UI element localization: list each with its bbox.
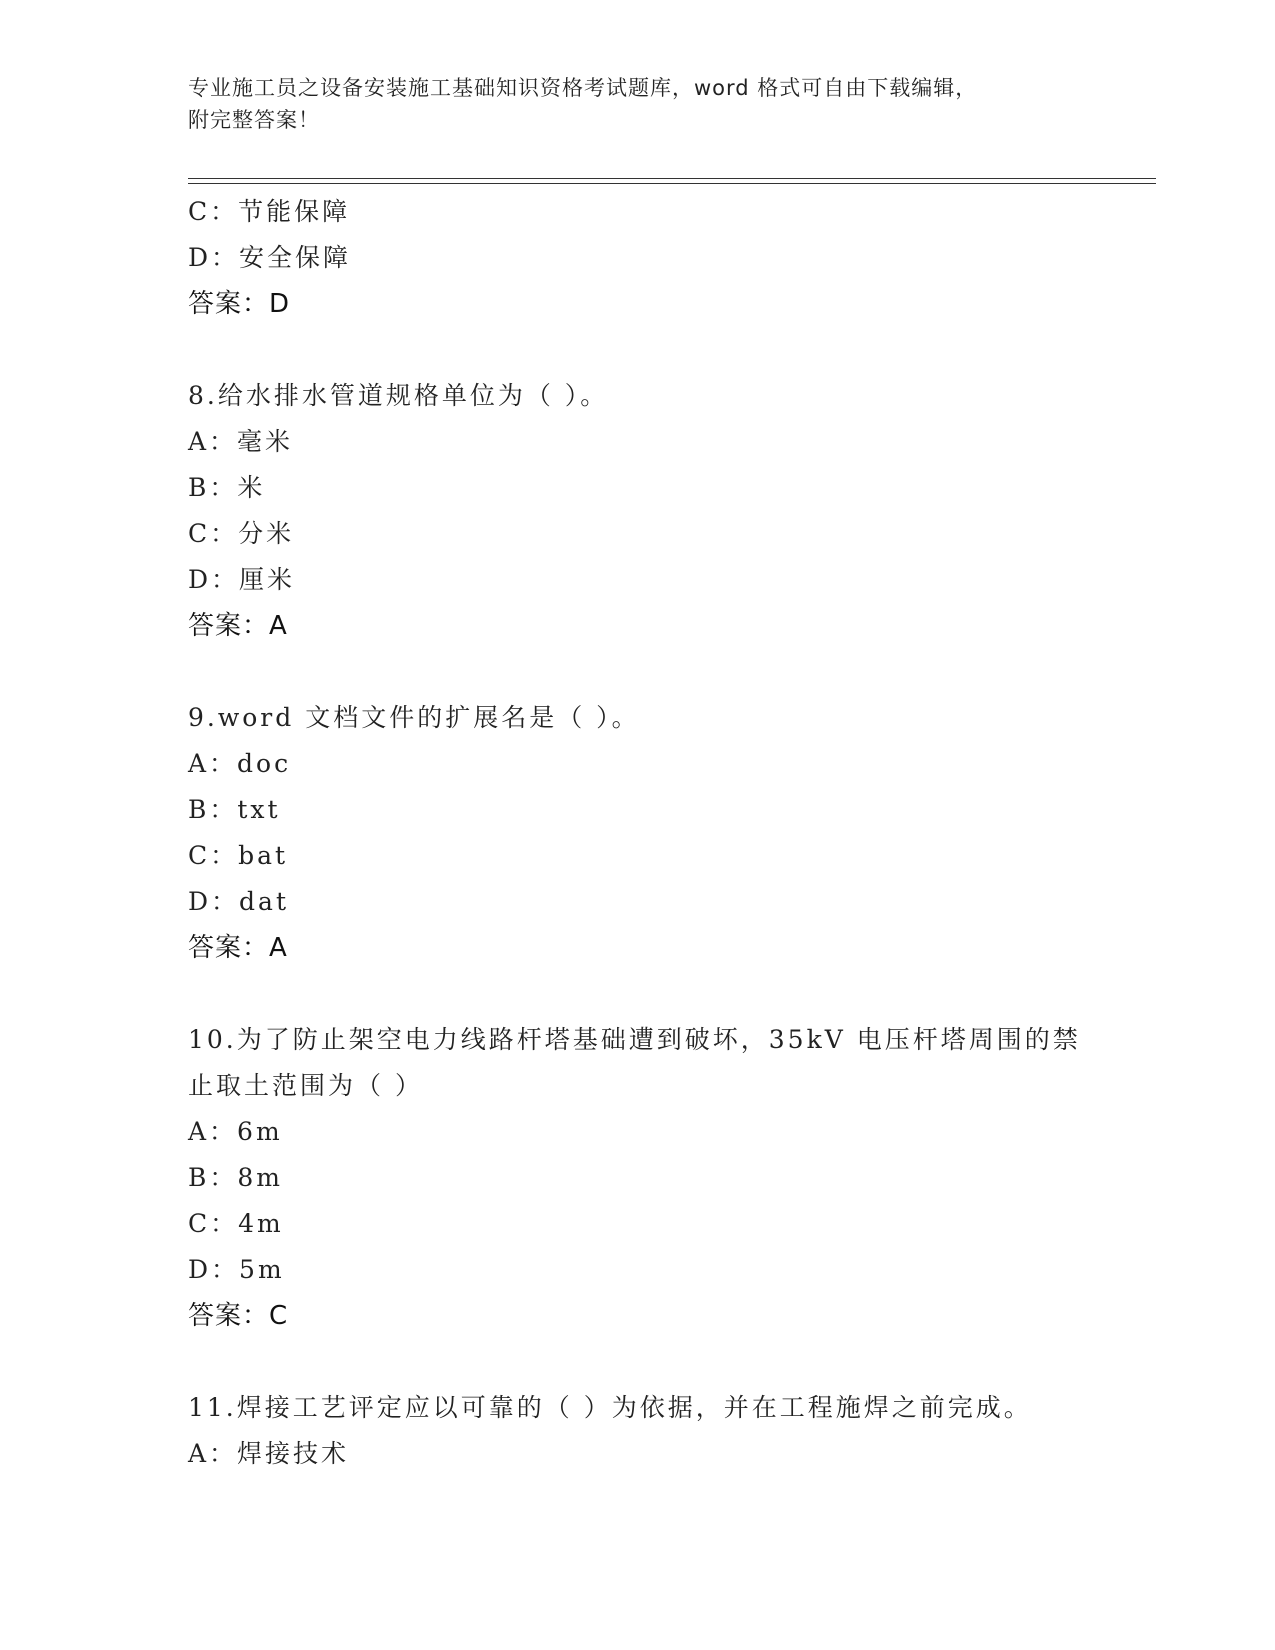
header-rule-top — [188, 178, 1156, 179]
document-header — [188, 72, 1088, 136]
question-list — [188, 189, 1088, 1477]
option-line: B：txt — [188, 795, 281, 824]
option-line: D：安全保障 — [188, 243, 352, 272]
option-line: A：doc — [188, 749, 292, 778]
option-line: B：米 — [188, 473, 266, 502]
option-line: B：8m — [188, 1163, 283, 1192]
header-line-2: 附完整答案！ — [188, 108, 320, 132]
header-line-1: 专业施工员之设备安装施工基础知识资格考试题库，word 格式可自由下载编辑， — [188, 76, 978, 100]
option-line: D：dat — [188, 887, 289, 916]
answer-line: 答案：A — [188, 611, 288, 641]
option-line: A：毫米 — [188, 427, 294, 456]
question-text: 止取土范围为（ ） — [188, 1071, 423, 1100]
option-line: A：焊接技术 — [188, 1439, 350, 1468]
option-line: D：厘米 — [188, 565, 296, 594]
blank-spacer — [188, 327, 1088, 373]
answer-line: 答案：D — [188, 289, 291, 319]
blank-spacer — [188, 971, 1088, 1017]
answer-line: 答案：A — [188, 933, 288, 963]
option-line: C：4m — [188, 1209, 284, 1238]
option-line: D：5m — [188, 1255, 285, 1284]
question-text: 8.给水排水管道规格单位为（ ）。 — [188, 381, 609, 410]
question-text: 11.焊接工艺评定应以可靠的（ ）为依据，并在工程施焊之前完成。 — [188, 1393, 1032, 1422]
question-text: 10.为了防止架空电力线路杆塔基础遭到破坏，35kV 电压杆塔周围的禁 — [188, 1025, 1081, 1054]
answer-line: 答案：C — [188, 1301, 289, 1331]
blank-spacer — [188, 649, 1088, 695]
option-line: A：6m — [188, 1117, 283, 1146]
question-text: 9.word 文档文件的扩展名是（ ）。 — [188, 703, 640, 732]
option-line: C：分米 — [188, 519, 295, 548]
blank-spacer — [188, 1339, 1088, 1385]
option-line: C：节能保障 — [188, 197, 351, 226]
header-rule-bottom — [188, 183, 1156, 184]
option-line: C：bat — [188, 841, 289, 870]
